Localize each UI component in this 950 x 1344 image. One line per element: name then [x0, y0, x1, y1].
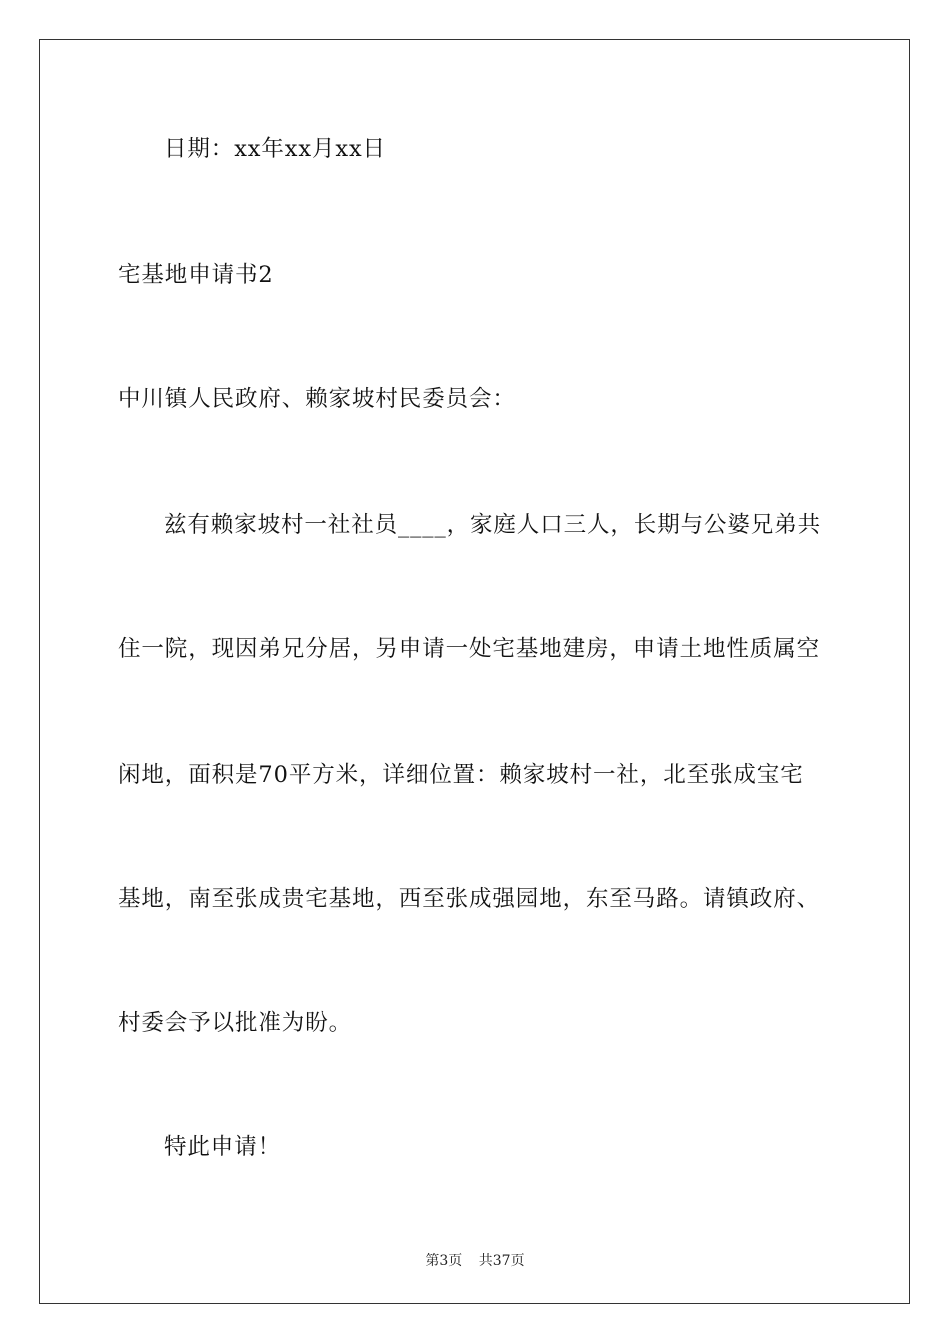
body-line: 闲地，面积是70平方米，详细位置：赖家坡村一社，北至张成宝宅 [118, 762, 804, 788]
date-line: 日期：xx年xx月xx日 [164, 136, 386, 162]
page-footer [0, 1250, 950, 1270]
page-border [39, 39, 910, 1304]
body-line: 基地，南至张成贵宅基地，西至张成强园地，东至马路。请镇政府、 [118, 886, 821, 912]
closing-text: 特此申请！ [164, 1134, 282, 1160]
body-line: 村委会予以批准为盼。 [118, 1010, 353, 1036]
section-title: 宅基地申请书2 [118, 262, 274, 288]
salutation: 中川镇人民政府、赖家坡村民委员会： [118, 386, 516, 412]
body-line: 兹有赖家坡村一社社员____，家庭人口三人，长期与公婆兄弟共 [164, 512, 822, 538]
total-pages: 共37页 [478, 1253, 525, 1269]
page-number: 第3页 [425, 1253, 463, 1269]
body-line: 住一院，现因弟兄分居，另申请一处宅基地建房，申请土地性质属空 [118, 636, 821, 662]
